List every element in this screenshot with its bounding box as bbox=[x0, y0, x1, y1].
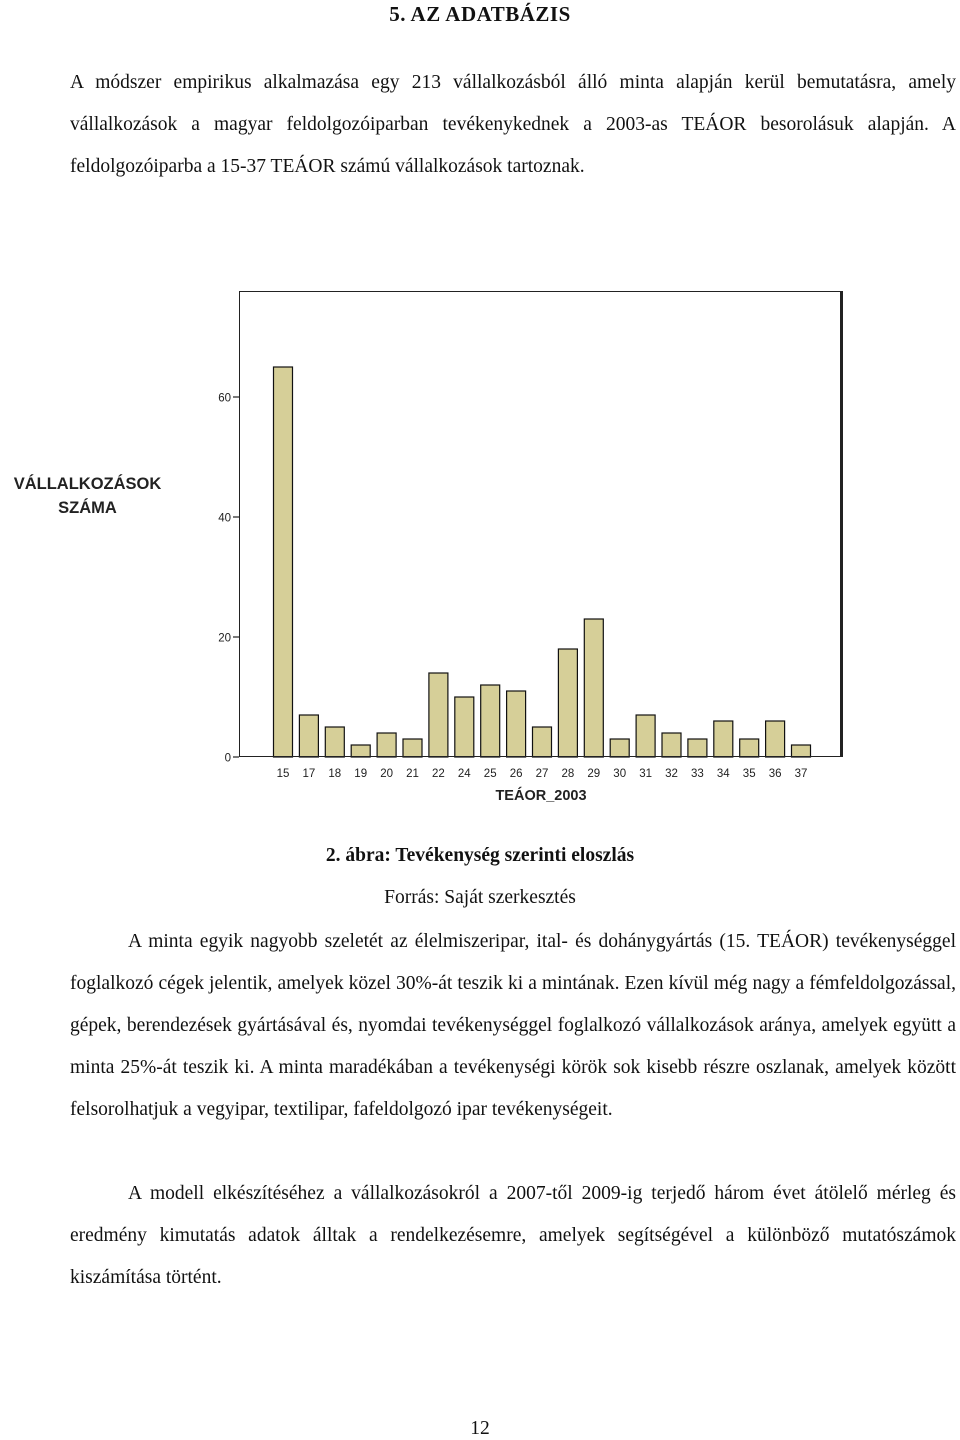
x-tick-label-17: 17 bbox=[302, 768, 316, 780]
x-tick-label-20: 20 bbox=[380, 768, 393, 780]
figure-source: Forrás: Saját szerkesztés bbox=[384, 887, 576, 908]
x-tick-label-30: 30 bbox=[613, 768, 627, 780]
x-tick-label-21: 21 bbox=[406, 768, 419, 780]
chart-x-axis-label: TEÁOR_2003 bbox=[495, 788, 587, 804]
x-tick-label-26: 26 bbox=[509, 768, 523, 780]
x-tick-label-15: 15 bbox=[276, 768, 290, 780]
x-tick-label-34: 34 bbox=[716, 768, 730, 780]
body-paragraph-2: A modell elkészítéséhez a vállalkozásokról a 2007-től 2009-ig terjedő három évet átölelő mérleg és eredmény kimutatás adatok álltak a rendelkezésemre, amelyek segítségével a különböző mutatószámok kiszámítása történt. bbox=[70, 1183, 956, 1288]
y-tick-label: 60 bbox=[218, 392, 231, 405]
x-tick-label-31: 31 bbox=[639, 768, 652, 780]
x-tick-label-35: 35 bbox=[742, 768, 756, 780]
x-tick-label-29: 29 bbox=[587, 768, 601, 780]
x-tick-label-33: 33 bbox=[691, 768, 704, 780]
y-tick-label: 0 bbox=[224, 752, 231, 765]
chart-frame bbox=[239, 291, 843, 757]
x-tick-label-27: 27 bbox=[535, 768, 549, 780]
x-tick-label-19: 19 bbox=[354, 768, 368, 780]
intro-paragraph: A módszer empirikus alkalmazása egy 213 vállalkozásból álló minta alapján kerül bemutatásra, amely vállalkozások a magyar feldolgozóiparban tevékenykednek a 2003-as TEÁOR besorolásuk alapján. A feldolgozóiparba a 15-37 TEÁOR számú vállalkozások tartoznak. bbox=[70, 72, 956, 177]
x-tick-label-25: 25 bbox=[483, 768, 497, 780]
x-tick-label-22: 22 bbox=[432, 768, 445, 780]
y-axis-label-line-1: VÁLLALKOZÁSOK bbox=[13, 475, 162, 493]
y-tick-label: 40 bbox=[218, 512, 231, 525]
x-tick-label-28: 28 bbox=[561, 768, 575, 780]
figure-caption: 2. ábra: Tevékenység szerinti eloszlás bbox=[325, 845, 635, 866]
x-tick-label-24: 24 bbox=[457, 768, 471, 780]
section-heading: 5. AZ ADATBÁZIS bbox=[389, 2, 571, 26]
x-tick-label-18: 18 bbox=[328, 768, 342, 780]
x-tick-label-36: 36 bbox=[768, 768, 782, 780]
y-axis-label-line-2: SZÁMA bbox=[58, 499, 117, 517]
x-tick-label-32: 32 bbox=[665, 768, 678, 780]
x-tick-label-37: 37 bbox=[794, 768, 808, 780]
body-paragraph-1: A minta egyik nagyobb szeletét az élelmiszeripar, ital- és dohánygyártás (15. TEÁOR) tevékenységgel foglalkozó cégek jelentik, amelyek közel 30%-át teszik ki a mintának. Ezen kívül még nagy a fémfeldolgozással, gépek, berendezések gyártásával és, nyomdai tevékenységgel foglalkozó vállalkozások aránya, amelyek együtt a minta 25%-át teszik ki. A minta maradékában a tevékenységi körök sok kisebb részre oszlanak, amelyek között felsorolhatjuk a vegyipar, textilipar, fafeldolgozó ipar tevékenységeit. bbox=[70, 931, 956, 1120]
y-tick-label: 20 bbox=[218, 632, 231, 645]
page-number: 12 bbox=[470, 1418, 490, 1439]
